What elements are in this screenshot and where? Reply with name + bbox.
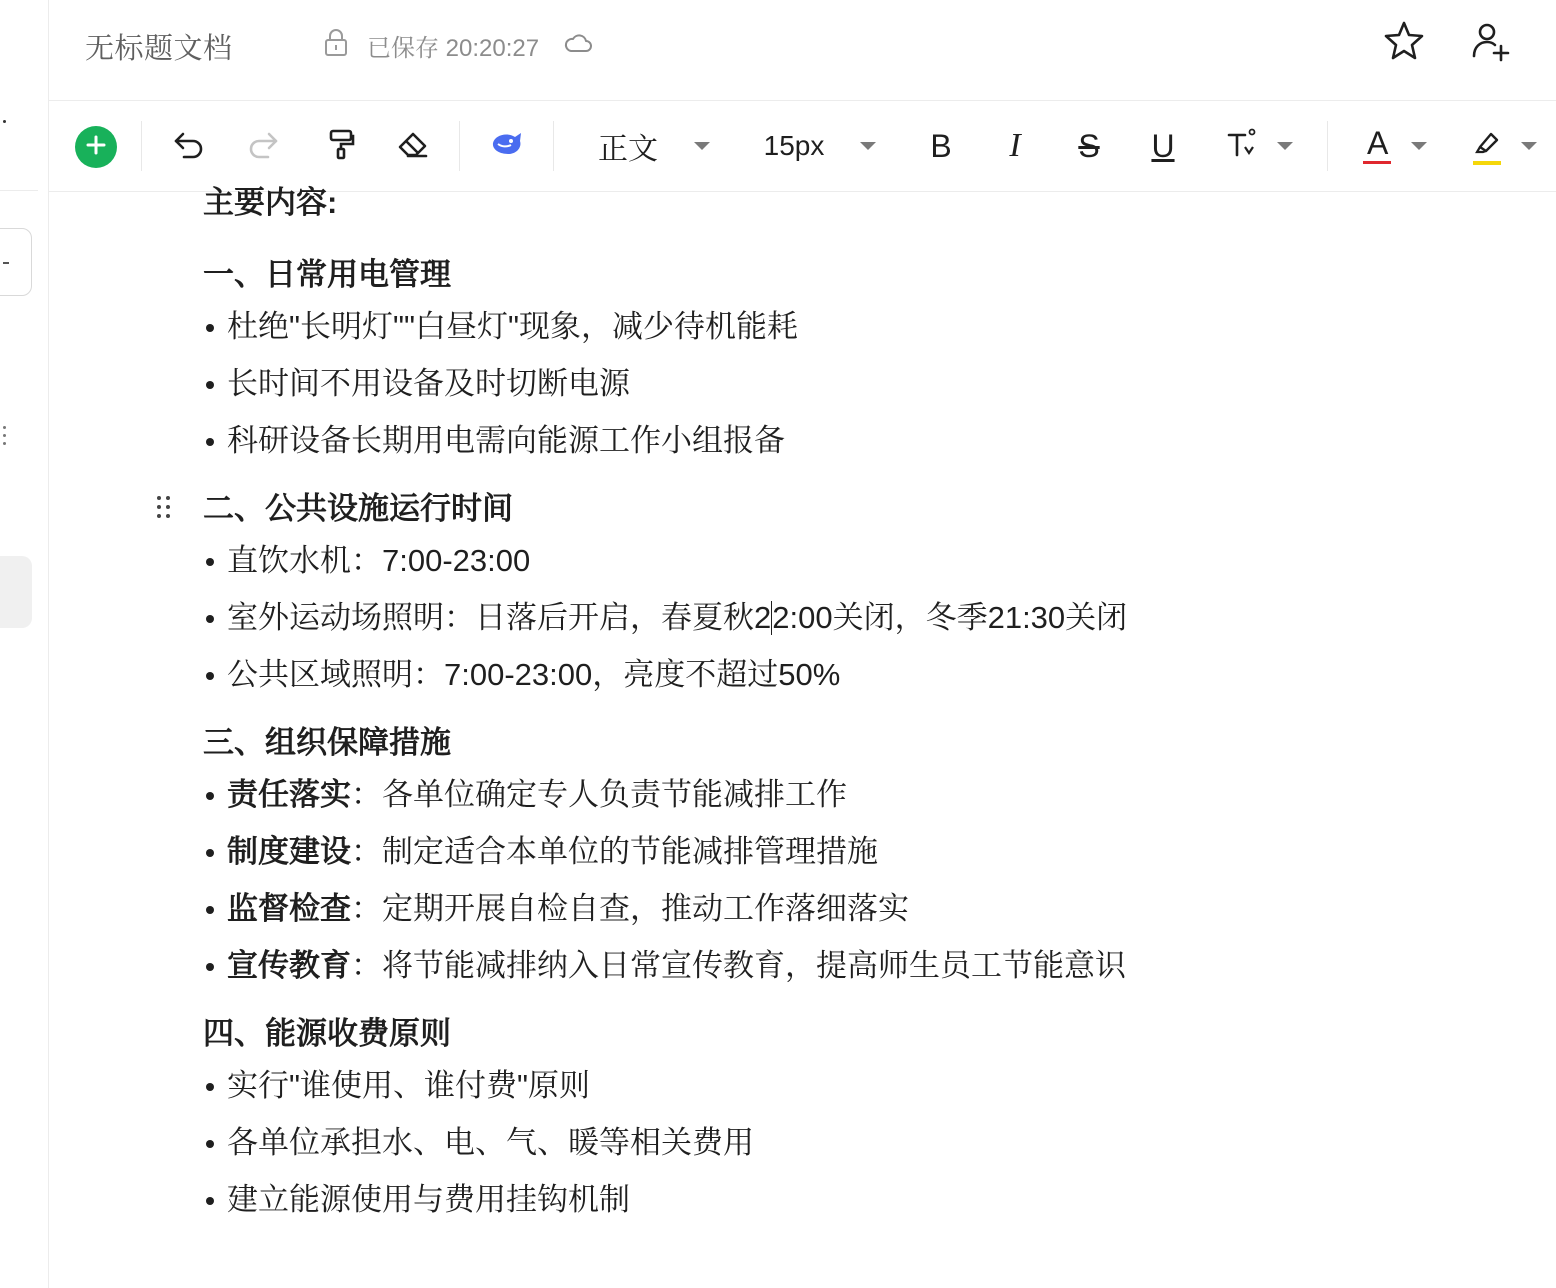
format-painter-button[interactable] xyxy=(319,121,363,171)
sidebar-divider xyxy=(0,190,38,191)
chevron-down-icon xyxy=(1521,142,1537,150)
text-color-button[interactable] xyxy=(1355,121,1435,171)
text-size-menu[interactable] xyxy=(1219,121,1299,171)
sidebar-more-icon[interactable] xyxy=(3,426,7,448)
chevron-down-icon xyxy=(694,142,710,150)
list-item: 室外运动场照明：日落后开启，春夏秋22:00关闭，冬季21:30关闭 xyxy=(203,589,1503,646)
list-item: 长时间不用设备及时切断电源 xyxy=(203,355,1503,412)
underline-icon: U xyxy=(1151,127,1175,164)
font-size-select[interactable] xyxy=(757,121,883,171)
italic-icon: I xyxy=(1009,127,1021,164)
section-heading: 三、组织保障措施 xyxy=(203,725,451,760)
list-item: 宣传教育：将节能减排纳入日常宣传教育，提高师生员工节能意识 xyxy=(203,937,1503,994)
font-size-value: 15px xyxy=(763,130,825,161)
toolbar-separator xyxy=(141,121,142,171)
save-status: 已保存 20:20:27 xyxy=(367,35,540,62)
add-user-icon xyxy=(1470,20,1512,66)
sidebar-minus-icon[interactable] xyxy=(3,262,9,264)
bold-icon: B xyxy=(930,127,952,164)
drag-handle-icon[interactable] xyxy=(157,496,175,524)
format-painter-icon xyxy=(326,127,356,165)
undo-icon xyxy=(172,129,206,163)
highlighter-icon xyxy=(1473,127,1503,165)
formatting-toolbar xyxy=(49,101,1556,192)
section-heading: 一、日常用电管理 xyxy=(203,257,451,292)
list-item: 制度建设：制定适合本单位的节能减排管理措施 xyxy=(203,823,1503,880)
undo-button[interactable] xyxy=(167,121,211,171)
ai-assistant-icon xyxy=(489,129,525,163)
list-item: 建立能源使用与费用挂钩机制 xyxy=(203,1171,1503,1228)
toolbar-separator xyxy=(459,121,460,171)
chevron-down-icon xyxy=(1277,142,1293,150)
list-item: 实行"谁使用、谁付费"原则 xyxy=(203,1057,1503,1114)
eraser-icon xyxy=(396,129,430,163)
list-item: 责任落实：各单位确定专人负责节能减排工作 xyxy=(203,766,1503,823)
list-item: 科研设备长期用电需向能源工作小组报备 xyxy=(203,412,1503,469)
document-body[interactable] xyxy=(203,186,1503,1228)
document-header xyxy=(49,0,1556,101)
highlight-button[interactable] xyxy=(1465,121,1545,171)
clear-format-button[interactable] xyxy=(391,121,435,171)
chevron-down-icon xyxy=(860,142,876,150)
document-title[interactable]: 无标题文档 xyxy=(85,33,233,65)
redo-icon xyxy=(246,129,280,163)
cloud-icon xyxy=(563,30,593,56)
sidebar-dot xyxy=(3,120,6,123)
insert-button[interactable] xyxy=(75,126,117,168)
sidebar-tab[interactable] xyxy=(0,556,32,628)
strikethrough-icon: S xyxy=(1078,127,1100,164)
list-item: 各单位承担水、电、气、暖等相关费用 xyxy=(203,1114,1503,1171)
italic-button[interactable] xyxy=(995,121,1035,171)
star-icon xyxy=(1383,20,1425,66)
chevron-down-icon xyxy=(1411,142,1427,150)
toolbar-separator xyxy=(553,121,554,171)
intro-heading: 主要内容: xyxy=(203,185,338,220)
paragraph-style-select[interactable] xyxy=(589,121,719,171)
lock-icon xyxy=(323,28,349,58)
text-color-icon: A xyxy=(1363,127,1393,165)
add-icon xyxy=(85,134,107,160)
strikethrough-button[interactable] xyxy=(1069,121,1109,171)
list-item: 直饮水机：7:00-23:00 xyxy=(203,532,1503,589)
list-item: 监督检查：定期开展自检自查，推动工作落细落实 xyxy=(203,880,1503,937)
section-heading: 四、能源收费原则 xyxy=(203,1016,451,1051)
redo-button[interactable] xyxy=(241,121,285,171)
share-button[interactable] xyxy=(1465,20,1517,66)
left-sidebar xyxy=(0,0,49,1288)
text-size-icon xyxy=(1225,127,1259,165)
paragraph-style-value: 正文 xyxy=(598,133,658,166)
list-item: 公共区域照明：7:00-23:00，亮度不超过50% xyxy=(203,646,1503,703)
list-item: 杜绝"长明灯""白昼灯"现象，减少待机能耗 xyxy=(203,298,1503,355)
bold-button[interactable] xyxy=(921,121,961,171)
toolbar-separator xyxy=(1327,121,1328,171)
section-heading: 二、公共设施运行时间 xyxy=(203,486,1503,532)
favorite-button[interactable] xyxy=(1379,20,1429,66)
underline-button[interactable] xyxy=(1143,121,1183,171)
ai-assistant-button[interactable] xyxy=(485,121,529,171)
